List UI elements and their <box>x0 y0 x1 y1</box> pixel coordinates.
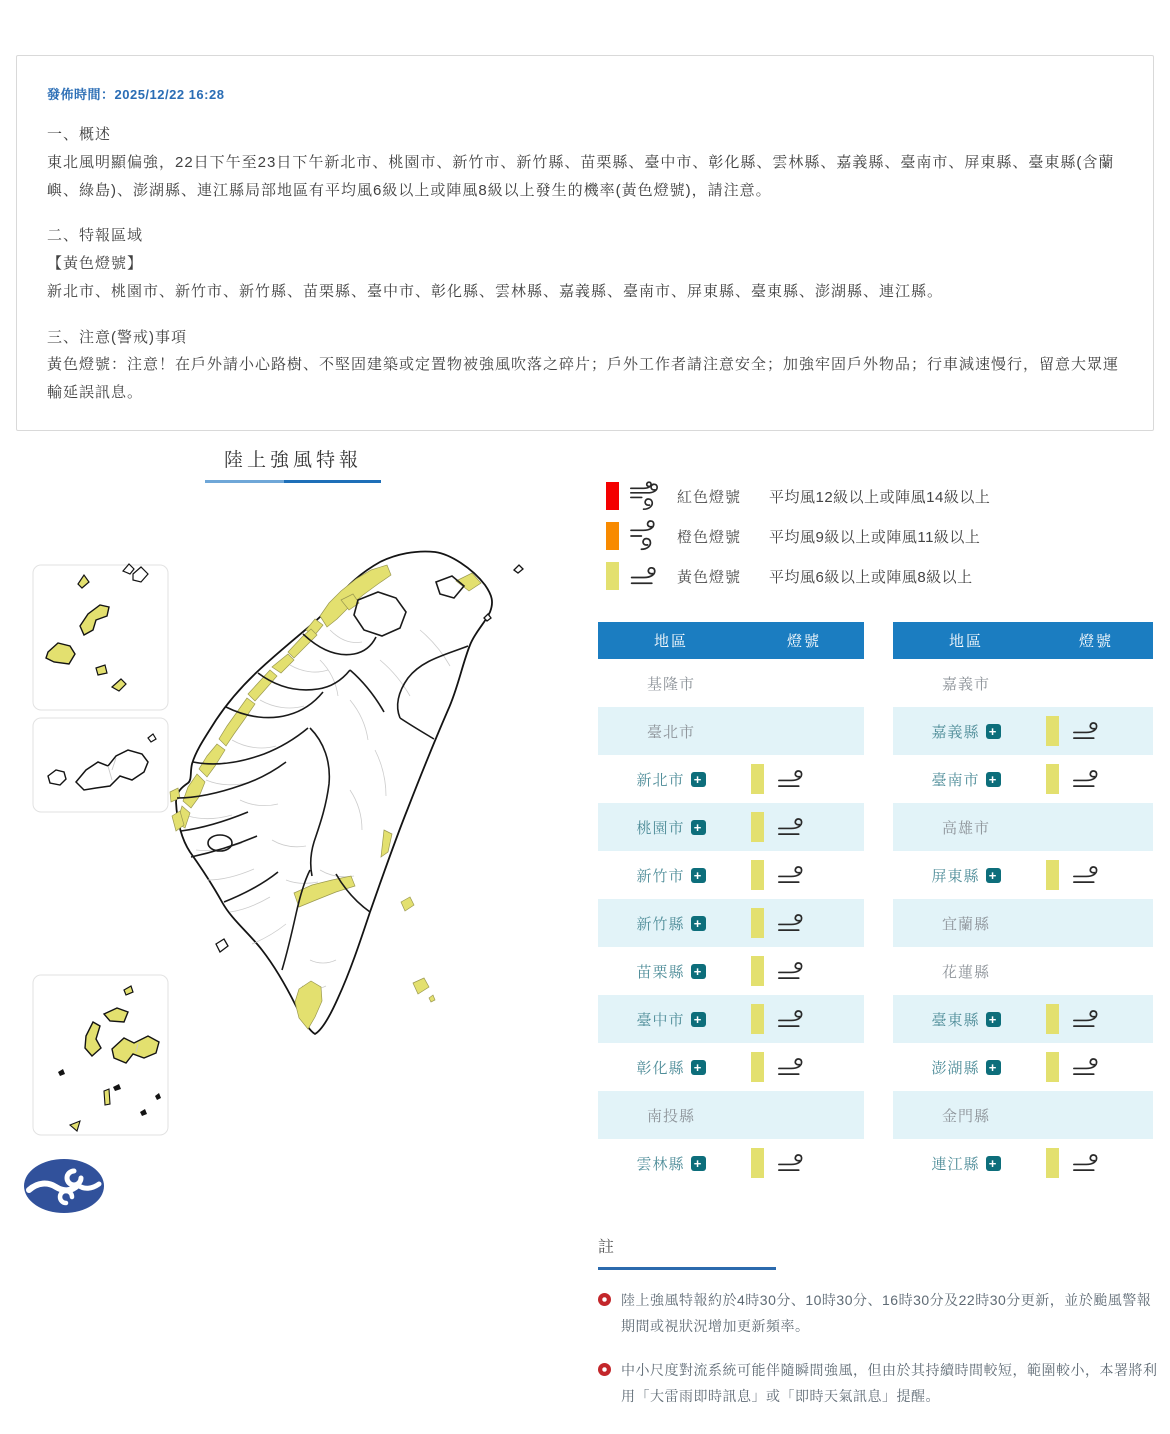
region-cell <box>893 1153 1039 1174</box>
expand-plus-icon[interactable]: + <box>691 772 706 787</box>
yellow-signal-bar <box>1046 764 1059 794</box>
region-cell <box>598 913 744 934</box>
signal-cell <box>744 1052 811 1082</box>
wind-icon <box>777 1007 811 1032</box>
section-overview <box>47 121 1123 204</box>
region-name[interactable]: 彰化縣 <box>636 1059 685 1077</box>
region-name: 南投縣 <box>646 1107 695 1125</box>
region-name: 基隆市 <box>646 675 695 693</box>
yellow-signal-bar <box>751 1004 764 1034</box>
region-cell <box>598 673 744 694</box>
wind-icon <box>777 863 811 888</box>
region-row <box>893 899 1153 947</box>
signal-cell <box>744 764 811 794</box>
region-name[interactable]: 新北市 <box>636 771 685 789</box>
region-row[interactable] <box>893 851 1153 899</box>
expand-plus-icon[interactable]: + <box>986 1012 1001 1027</box>
wind-icon <box>1072 767 1106 792</box>
region-row[interactable] <box>598 947 864 995</box>
section-body: 新北市、桃園市、新竹市、新竹縣、苗栗縣、臺中市、彰化縣、雲林縣、嘉義縣、臺南市、屏東縣、臺東縣、澎湖縣、連江縣。 <box>47 282 944 300</box>
region-cell <box>893 1105 1039 1126</box>
legend-item <box>606 482 990 510</box>
yellow-signal-bar <box>751 860 764 890</box>
region-name: 宜蘭縣 <box>941 915 990 933</box>
map-title: 陸上強風特報 <box>223 450 362 471</box>
region-name[interactable]: 臺東縣 <box>931 1011 980 1029</box>
legend-label: 紅色燈號 <box>677 488 742 506</box>
penghu-inset <box>33 975 168 1135</box>
region-cell <box>598 769 744 790</box>
signal-cell <box>744 860 811 890</box>
signal-cell <box>1039 716 1106 746</box>
map-title-underline <box>205 480 381 483</box>
legend-description: 平均風12級以上或陣風14級以上 <box>769 488 991 506</box>
expand-plus-icon[interactable]: + <box>986 868 1001 883</box>
section-cautions <box>47 324 1123 407</box>
expand-plus-icon[interactable]: + <box>691 1060 706 1075</box>
signal-cell <box>744 1148 811 1178</box>
signal-column-header: 燈號 <box>1078 633 1113 650</box>
region-name[interactable]: 連江縣 <box>931 1155 980 1173</box>
yellow-signal-bar <box>1046 1148 1059 1178</box>
legend-color-bar <box>606 522 619 550</box>
yellow-signal-bar <box>751 1148 764 1178</box>
yellow-signal-bar <box>1046 716 1059 746</box>
region-column-header: 地區 <box>948 633 983 650</box>
region-row[interactable] <box>893 995 1153 1043</box>
note-text: 中小尺度對流系統可能伴隨瞬間強風，但由於其持續時間較短，範圍較小，本署將利用「大雷雨即時訊息」或「即時天氣訊息」提醒。 <box>621 1361 1158 1404</box>
region-cell <box>893 865 1039 886</box>
expand-plus-icon[interactable]: + <box>986 1060 1001 1075</box>
region-cell <box>598 1105 744 1126</box>
region-name: 花蓮縣 <box>941 963 990 981</box>
expand-plus-icon[interactable]: + <box>691 964 706 979</box>
region-name[interactable]: 新竹縣 <box>636 915 685 933</box>
yellow-signal-bar <box>1046 860 1059 890</box>
signal-cell <box>1039 860 1106 890</box>
wind-icon <box>1072 719 1106 744</box>
note-text: 陸上強風特報約於4時30分、10時30分、16時30分及22時30分更新，並於颱風警報期間或視狀況增加更新頻率。 <box>621 1292 1152 1334</box>
wind-icon <box>629 564 669 589</box>
legend-label: 橙色燈號 <box>677 528 742 546</box>
signal-legend <box>606 482 990 602</box>
region-name: 嘉義市 <box>941 675 990 693</box>
signal-cell <box>1039 1052 1106 1082</box>
region-row <box>893 659 1153 707</box>
region-cell <box>893 1057 1039 1078</box>
table-header <box>893 622 1153 659</box>
signal-cell <box>1039 1148 1106 1178</box>
region-cell <box>893 1009 1039 1030</box>
signal-cell <box>744 812 811 842</box>
region-row <box>598 707 864 755</box>
yellow-signal-bar <box>751 1052 764 1082</box>
section-heading: 一、概述 <box>47 126 112 143</box>
region-row[interactable] <box>598 1139 864 1187</box>
advisory-info-box <box>16 55 1154 431</box>
region-cell <box>893 913 1039 934</box>
region-name[interactable]: 新竹市 <box>636 867 685 885</box>
legend-label: 黃色燈號 <box>677 568 742 586</box>
section-heading: 三、注意(警戒)事項 <box>47 328 187 346</box>
region-row[interactable] <box>598 803 864 851</box>
region-row[interactable] <box>598 1043 864 1091</box>
region-column-header: 地區 <box>653 633 688 650</box>
cwb-logo <box>22 1157 106 1220</box>
region-name: 臺北市 <box>646 723 695 741</box>
region-name[interactable]: 澎湖縣 <box>931 1059 980 1077</box>
region-cell <box>598 1057 744 1078</box>
region-cell <box>893 721 1039 742</box>
region-row <box>893 947 1153 995</box>
region-cell <box>598 961 744 982</box>
region-row[interactable] <box>893 1043 1153 1091</box>
yellow-signal-bar <box>751 908 764 938</box>
region-cell <box>893 673 1039 694</box>
wind-icon <box>777 1151 811 1176</box>
expand-plus-icon[interactable]: + <box>691 1156 706 1171</box>
region-cell <box>598 865 744 886</box>
note-item <box>598 1288 1158 1340</box>
expand-plus-icon[interactable]: + <box>986 772 1001 787</box>
region-cell <box>893 817 1039 838</box>
region-cell <box>893 961 1039 982</box>
wind-icon <box>1072 1055 1106 1080</box>
yellow-signal-bar <box>751 764 764 794</box>
legend-color-bar <box>606 482 619 510</box>
expand-plus-icon[interactable]: + <box>691 916 706 931</box>
region-name[interactable]: 桃園市 <box>636 819 685 837</box>
legend-description: 平均風6級以上或陣風8級以上 <box>769 568 973 586</box>
region-row <box>893 803 1153 851</box>
published-time: 發佈時間：2025/12/22 16:28 <box>47 87 225 102</box>
legend-item <box>606 522 990 550</box>
signal-column-header: 燈號 <box>786 633 821 650</box>
signal-cell <box>744 908 811 938</box>
region-row[interactable] <box>598 851 864 899</box>
region-row <box>598 659 864 707</box>
region-table-right <box>893 622 1153 1187</box>
wind-icon <box>777 959 811 984</box>
wind-icon <box>777 815 811 840</box>
wind-icon <box>629 481 669 512</box>
map-title-block <box>205 445 381 483</box>
legend-item <box>606 562 990 590</box>
region-cell <box>893 769 1039 790</box>
wind-icon <box>777 767 811 792</box>
region-row[interactable] <box>598 755 864 803</box>
region-name[interactable]: 苗栗縣 <box>636 963 685 981</box>
note-item <box>598 1358 1158 1410</box>
expand-plus-icon[interactable]: + <box>986 1156 1001 1171</box>
notes-section <box>598 1234 1158 1410</box>
expand-plus-icon[interactable]: + <box>691 820 706 835</box>
section-body: 黃色燈號：注意！在戶外請小心路樹、不堅固建築或定置物被強風吹落之碎片；戶外工作者請注意安全；加強牢固戶外物品；行車減速慢行，留意大眾運輸延誤訊息。 <box>47 356 1120 401</box>
signal-cell <box>1039 764 1106 794</box>
taiwan-main-island <box>176 551 492 1034</box>
expand-plus-icon[interactable]: + <box>691 1012 706 1027</box>
wind-icon <box>1072 863 1106 888</box>
legend-description: 平均風9級以上或陣風11級以上 <box>769 528 981 546</box>
region-row[interactable] <box>598 899 864 947</box>
section-areas <box>47 222 1123 305</box>
region-name[interactable]: 雲林縣 <box>636 1155 685 1173</box>
region-name: 金門縣 <box>941 1107 990 1125</box>
region-row <box>893 1091 1153 1139</box>
wind-icon <box>629 519 669 553</box>
region-row[interactable] <box>893 707 1153 755</box>
region-name[interactable]: 屏東縣 <box>931 867 980 885</box>
yellow-signal-bar <box>1046 1052 1059 1082</box>
region-name[interactable]: 臺中市 <box>636 1011 685 1029</box>
yellow-signal-bar <box>751 956 764 986</box>
wind-icon <box>1072 1151 1106 1176</box>
notes-title: 註 <box>598 1239 616 1256</box>
yellow-signal-bar <box>751 812 764 842</box>
yellow-signal-bar <box>1046 1004 1059 1034</box>
region-name[interactable]: 嘉義縣 <box>931 723 980 741</box>
region-cell <box>598 1153 744 1174</box>
region-name: 高雄市 <box>941 819 990 837</box>
region-cell <box>598 1009 744 1030</box>
section-heading: 二、特報區域 <box>47 227 144 245</box>
region-cell <box>598 721 744 742</box>
region-row <box>598 1091 864 1139</box>
region-cell <box>598 817 744 838</box>
wind-icon <box>777 911 811 936</box>
notes-underline <box>598 1267 776 1270</box>
section-subheading: 【黃色燈號】 <box>47 255 144 272</box>
wind-icon <box>777 1055 811 1080</box>
section-body: 東北風明顯偏強，22日下午至23日下午新北市、桃園市、新竹市、新竹縣、苗栗縣、臺中市、彰化縣、雲林縣、嘉義縣、臺南市、屏東縣、臺東縣(含蘭嶼、綠島)、澎湖縣、連江縣局部地區有平均風6級以上或陣風8級以上發生的機率(黃色燈號)，請注意。 <box>47 153 1115 199</box>
kinmen-inset <box>33 718 168 812</box>
expand-plus-icon[interactable]: + <box>691 868 706 883</box>
taiwan-wind-map <box>20 540 580 1245</box>
matsu-inset <box>33 564 168 710</box>
signal-cell <box>1039 1004 1106 1034</box>
region-name[interactable]: 臺南市 <box>931 771 980 789</box>
note-bullet-icon <box>598 1363 611 1376</box>
wind-icon <box>1072 1007 1106 1032</box>
region-table-left <box>598 622 864 1187</box>
region-row[interactable] <box>893 755 1153 803</box>
region-row[interactable] <box>598 995 864 1043</box>
legend-color-bar <box>606 562 619 590</box>
signal-cell <box>744 956 811 986</box>
table-header <box>598 622 864 659</box>
note-bullet-icon <box>598 1293 611 1306</box>
signal-cell <box>744 1004 811 1034</box>
region-row[interactable] <box>893 1139 1153 1187</box>
expand-plus-icon[interactable]: + <box>986 724 1001 739</box>
